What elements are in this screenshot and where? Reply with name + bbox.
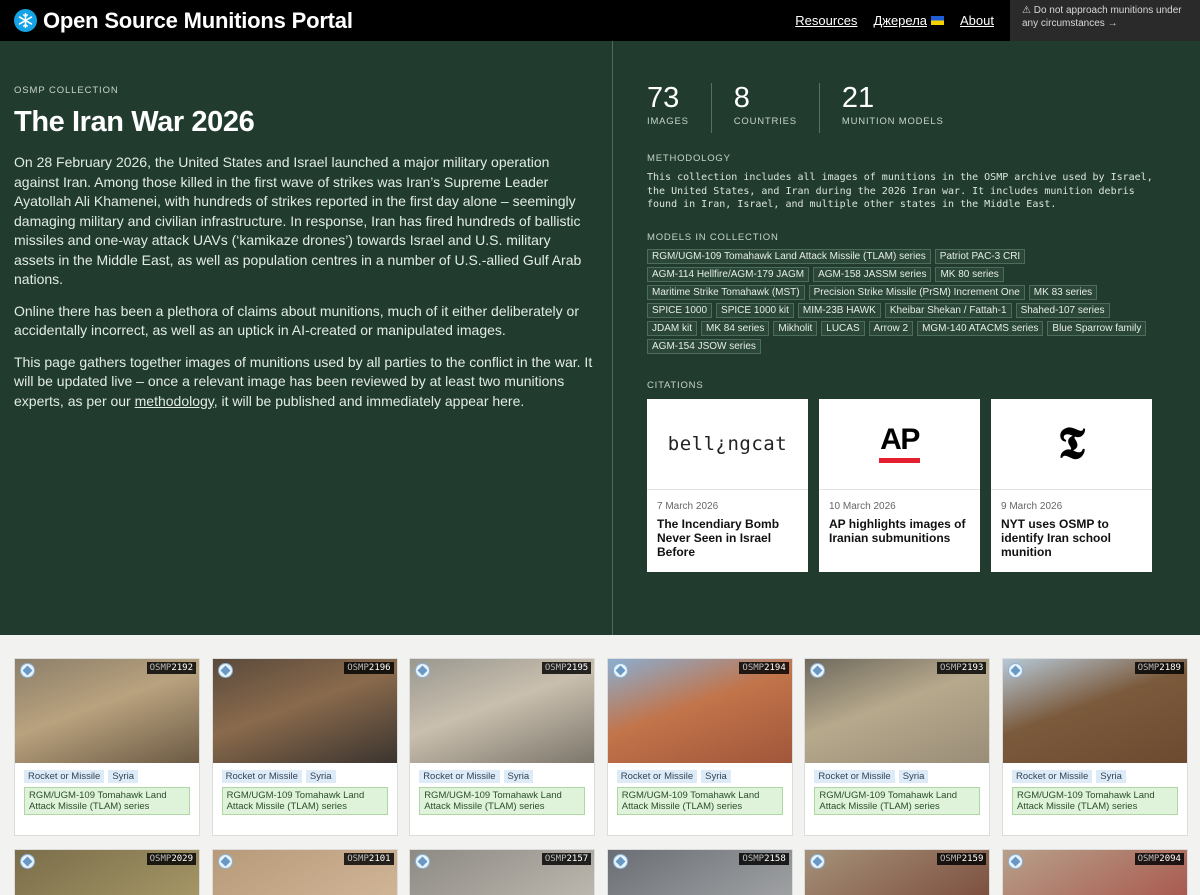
osmp-id-number: 2158 bbox=[764, 854, 786, 864]
osmp-id-prefix: OSMP bbox=[742, 663, 765, 673]
citation-title: The Incendiary Bomb Never Seen in Israel Before bbox=[657, 516, 780, 559]
osmp-id-number: 2101 bbox=[368, 854, 391, 864]
ukraine-flag-icon bbox=[931, 16, 944, 25]
collection-intro bbox=[14, 85, 594, 411]
osmp-id-number: 2189 bbox=[1159, 663, 1181, 673]
osmp-id-prefix: OSMP bbox=[347, 854, 369, 864]
nav-resources-link[interactable]: Resources bbox=[795, 13, 858, 28]
osmp-id-badge bbox=[344, 853, 393, 865]
munition-type-tag[interactable]: Rocket or Missile bbox=[222, 770, 302, 783]
osmp-id-number: 2196 bbox=[368, 663, 391, 673]
munition-card[interactable] bbox=[804, 849, 990, 895]
munition-type-tag[interactable]: Rocket or Missile bbox=[1012, 770, 1092, 783]
stat-countries bbox=[734, 83, 820, 133]
card-tag-row bbox=[419, 770, 594, 783]
citation-card-bellingcat[interactable] bbox=[647, 399, 808, 572]
verified-icon bbox=[613, 663, 628, 678]
munition-card[interactable] bbox=[1002, 849, 1188, 895]
osmp-id-prefix: OSMP bbox=[544, 663, 567, 673]
card-tag-row bbox=[814, 770, 989, 783]
nyt-logo-glyph: 𝕿 bbox=[1057, 418, 1086, 469]
osmp-id-prefix: OSMP bbox=[544, 854, 567, 864]
model-tag[interactable]: MGM-140 ATACMS series bbox=[917, 321, 1043, 336]
osmp-id-prefix: OSMP bbox=[149, 854, 172, 864]
munition-type-tag[interactable]: Rocket or Missile bbox=[617, 770, 697, 783]
card-tag-row bbox=[617, 770, 792, 783]
country-tag[interactable]: Syria bbox=[306, 770, 336, 783]
nav-about-link[interactable]: About bbox=[960, 13, 994, 28]
munition-photo bbox=[15, 850, 199, 895]
citation-date: 7 March 2026 bbox=[657, 500, 719, 512]
citation-card-nyt[interactable] bbox=[991, 399, 1152, 572]
page-title: The Iran War 2026 bbox=[14, 106, 255, 138]
munition-photo bbox=[1003, 659, 1187, 763]
munition-card[interactable] bbox=[409, 849, 595, 895]
osmp-id-prefix: OSMP bbox=[940, 663, 962, 673]
country-tag[interactable]: Syria bbox=[1096, 770, 1126, 783]
munition-photo bbox=[1003, 850, 1187, 895]
citation-date: 9 March 2026 bbox=[1001, 500, 1063, 512]
model-tag[interactable]: AGM-114 Hellfire/AGM-179 JAGM bbox=[647, 267, 809, 282]
munition-card[interactable] bbox=[14, 849, 200, 895]
intro-paragraph-3-end: , it will be published and immediately appear here. bbox=[213, 392, 525, 409]
osmp-id-badge bbox=[542, 662, 591, 674]
model-tag-list bbox=[647, 249, 1157, 354]
munition-card[interactable] bbox=[607, 849, 793, 895]
munition-type-tag[interactable]: Rocket or Missile bbox=[419, 770, 499, 783]
verified-icon bbox=[218, 663, 233, 678]
osmp-id-number: 2159 bbox=[961, 854, 984, 864]
bellingcat-logo bbox=[647, 399, 808, 490]
methodology-link[interactable]: methodology bbox=[134, 392, 214, 409]
methodology-heading: METHODOLOGY bbox=[647, 153, 731, 164]
model-tag[interactable]: Mikholit bbox=[773, 321, 817, 336]
osmp-id-number: 2192 bbox=[171, 663, 193, 673]
model-tag[interactable]: Shahed-107 series bbox=[1016, 303, 1110, 318]
verified-icon bbox=[810, 854, 825, 869]
model-tag[interactable]: MK 83 series bbox=[1029, 285, 1097, 300]
munition-type-tag[interactable]: Rocket or Missile bbox=[24, 770, 104, 783]
ap-logo-bar bbox=[879, 458, 920, 463]
osmp-id-prefix: OSMP bbox=[347, 663, 369, 673]
bellingcat-logo-text: bell¿ngcat bbox=[667, 432, 788, 455]
hero-divider bbox=[612, 41, 613, 635]
osmp-id-number: 2094 bbox=[1159, 854, 1181, 864]
osmp-id-number: 2193 bbox=[961, 663, 984, 673]
osmp-id-prefix: OSMP bbox=[1137, 663, 1160, 673]
munition-card[interactable] bbox=[212, 849, 398, 895]
stat-models bbox=[842, 83, 966, 133]
citation-title: NYT uses OSMP to identify Iran school munition bbox=[1001, 516, 1112, 559]
munition-photo bbox=[410, 659, 594, 763]
verified-icon bbox=[415, 854, 430, 869]
verified-icon bbox=[20, 663, 35, 678]
munition-card[interactable] bbox=[409, 658, 595, 836]
snowflake-logo-icon bbox=[14, 9, 37, 32]
citation-card-ap[interactable] bbox=[819, 399, 980, 572]
munition-photo bbox=[410, 850, 594, 895]
model-tag[interactable]: MK 84 series bbox=[701, 321, 769, 336]
munition-card[interactable] bbox=[1002, 658, 1188, 836]
country-tag[interactable]: Syria bbox=[504, 770, 534, 783]
osmp-id-prefix: OSMP bbox=[149, 663, 172, 673]
munition-type-tag[interactable]: Rocket or Missile bbox=[814, 770, 894, 783]
model-tag[interactable]: SPICE 1000 bbox=[647, 303, 712, 318]
munition-photo bbox=[608, 659, 792, 763]
country-tag[interactable]: Syria bbox=[108, 770, 138, 783]
munition-photo bbox=[805, 659, 989, 763]
osmp-id-badge bbox=[937, 853, 986, 865]
munition-model-tag[interactable]: RGM/UGM-109 Tomahawk Land Attack Missile (TLAM) series bbox=[1012, 787, 1178, 815]
intro-paragraph-3 bbox=[14, 353, 594, 412]
collection-hero bbox=[0, 41, 1200, 635]
munition-model-tag[interactable]: RGM/UGM-109 Tomahawk Land Attack Missile (TLAM) series bbox=[222, 787, 388, 815]
osmp-id-badge bbox=[542, 853, 591, 865]
stat-images-label: IMAGES bbox=[647, 116, 689, 127]
country-tag[interactable]: Syria bbox=[701, 770, 731, 783]
munition-card[interactable] bbox=[607, 658, 793, 836]
collection-sidebar bbox=[647, 83, 1167, 572]
nyt-logo bbox=[991, 399, 1152, 490]
top-navigation-bar bbox=[0, 0, 1200, 41]
munition-card[interactable] bbox=[212, 658, 398, 836]
munition-model-tag[interactable]: RGM/UGM-109 Tomahawk Land Attack Missile (TLAM) series bbox=[24, 787, 190, 815]
citations-heading: CITATIONS bbox=[647, 379, 704, 391]
card-tag-row bbox=[222, 770, 397, 783]
verified-icon bbox=[1008, 663, 1023, 678]
verified-icon bbox=[810, 663, 825, 678]
stats-row bbox=[647, 83, 1167, 133]
main-nav bbox=[795, 0, 994, 41]
verified-icon bbox=[1008, 854, 1023, 869]
munition-photo bbox=[213, 659, 397, 763]
model-tag[interactable]: AGM-158 JASSM series bbox=[813, 267, 931, 282]
munition-photo bbox=[805, 850, 989, 895]
nav-dzherela-label: Джерела bbox=[873, 13, 928, 28]
verified-icon bbox=[20, 854, 35, 869]
stat-models-value: 21 bbox=[841, 82, 875, 114]
model-tag[interactable]: Kheibar Shekan / Fattah-1 bbox=[885, 303, 1012, 318]
osmp-id-number: 2194 bbox=[764, 663, 786, 673]
munition-model-tag[interactable]: RGM/UGM-109 Tomahawk Land Attack Missile (TLAM) series bbox=[419, 787, 585, 815]
osmp-id-badge bbox=[937, 662, 986, 674]
model-tag[interactable]: AGM-154 JSOW series bbox=[647, 339, 761, 354]
model-tag[interactable]: JDAM kit bbox=[647, 321, 697, 336]
citation-title: AP highlights images of Iranian submunitions bbox=[829, 516, 966, 545]
osmp-id-prefix: OSMP bbox=[742, 854, 765, 864]
munition-model-tag[interactable]: RGM/UGM-109 Tomahawk Land Attack Missile (TLAM) series bbox=[814, 787, 980, 815]
munition-card[interactable] bbox=[14, 658, 200, 836]
ap-logo bbox=[819, 399, 980, 490]
verified-icon bbox=[613, 854, 628, 869]
osmp-id-badge bbox=[147, 853, 196, 865]
intro-paragraph-2: Online there has been a plethora of claims about munitions, much of it either deliberately or accidentally incorrect, as well as an uptick in AI-created or manipulated images. bbox=[14, 302, 579, 338]
model-tag[interactable]: RGM/UGM-109 Tomahawk Land Attack Missile (TLAM) series bbox=[647, 249, 931, 264]
model-tag[interactable]: MK 80 series bbox=[935, 267, 1003, 282]
intro-paragraph-1: On 28 February 2026, the United States and Israel launched a major military operation against Iran. Among those killed in the first wave of strikes was Iran’s Supreme Leader Ayatollah Ali Khamenei, with hundreds of strikes reported in the first day alone – seemingly damaging military and civilian infrastructure. In response, Iran has fired hundreds of ballistic missiles and one-way attack UAVs (‘kamikaze drones’) towards Israel and U.S. military assets in the Middle East, as well as population centres in a number of U.S.-allied Gulf Arab nations. bbox=[14, 154, 582, 287]
stat-countries-label: COUNTRIES bbox=[733, 116, 797, 127]
munition-card[interactable] bbox=[804, 658, 990, 836]
osmp-id-prefix: OSMP bbox=[1137, 854, 1160, 864]
model-tag[interactable]: Precision Strike Missile (PrSM) Increment One bbox=[809, 285, 1025, 300]
collection-eyebrow: OSMP COLLECTION bbox=[14, 85, 119, 96]
methodology-text: This collection includes all images of munitions in the OSMP archive used by Israel, the United States, and Iran during the 2026 Iran war. It includes munition debris found in Iran, Israel, and multiple other states in the Middle East. bbox=[647, 172, 1153, 210]
card-tag-row bbox=[24, 770, 199, 783]
intro-paragraph-3-text: This page gathers together images of munitions used by all parties to the conflict in the war. It will be updated live – once a relevant image has been reviewed by at least two munitions experts, as per our bbox=[14, 353, 593, 409]
munition-photo bbox=[213, 850, 397, 895]
citation-date: 10 March 2026 bbox=[829, 500, 896, 512]
model-tag[interactable]: Blue Sparrow family bbox=[1047, 321, 1146, 336]
stat-countries-value: 8 bbox=[733, 82, 750, 114]
verified-icon bbox=[415, 663, 430, 678]
osmp-id-number: 2157 bbox=[566, 854, 589, 864]
model-tag[interactable]: SPICE 1000 kit bbox=[716, 303, 794, 318]
brand-home-link[interactable] bbox=[14, 8, 353, 34]
osmp-id-badge bbox=[1135, 853, 1184, 865]
osmp-id-prefix: OSMP bbox=[940, 854, 962, 864]
osmp-id-badge bbox=[739, 662, 788, 674]
osmp-id-number: 2195 bbox=[566, 663, 589, 673]
verified-icon bbox=[218, 854, 233, 869]
nav-dzherela-link[interactable] bbox=[873, 13, 944, 28]
card-tag-row bbox=[1012, 770, 1187, 783]
osmp-id-badge bbox=[344, 662, 393, 674]
munition-photo bbox=[15, 659, 199, 763]
ap-logo-text: AP bbox=[880, 422, 919, 456]
country-tag[interactable]: Syria bbox=[899, 770, 929, 783]
model-tag[interactable]: Arrow 2 bbox=[869, 321, 913, 336]
model-tag[interactable]: Patriot PAC-3 CRI bbox=[935, 249, 1025, 264]
model-tag[interactable]: Maritime Strike Tomahawk (MST) bbox=[647, 285, 805, 300]
osmp-id-badge bbox=[147, 662, 196, 674]
munition-model-tag[interactable]: RGM/UGM-109 Tomahawk Land Attack Missile (TLAM) series bbox=[617, 787, 783, 815]
site-title: Open Source Munitions Portal bbox=[43, 7, 353, 33]
stat-images bbox=[647, 83, 712, 133]
safety-warning-link[interactable]: ⚠ Do not approach munitions under any circumstances → bbox=[1010, 0, 1200, 41]
munition-image-grid bbox=[14, 658, 1190, 895]
osmp-id-number: 2029 bbox=[171, 854, 193, 864]
stat-images-value: 73 bbox=[647, 82, 680, 114]
model-tag[interactable]: LUCAS bbox=[821, 321, 864, 336]
models-heading: MODELS IN COLLECTION bbox=[647, 231, 779, 243]
osmp-id-badge bbox=[1135, 662, 1184, 674]
stat-models-label: MUNITION MODELS bbox=[841, 116, 944, 127]
munition-photo bbox=[608, 850, 792, 895]
osmp-id-badge bbox=[739, 853, 788, 865]
citation-list bbox=[647, 399, 1167, 572]
model-tag[interactable]: MIM-23B HAWK bbox=[798, 303, 881, 318]
